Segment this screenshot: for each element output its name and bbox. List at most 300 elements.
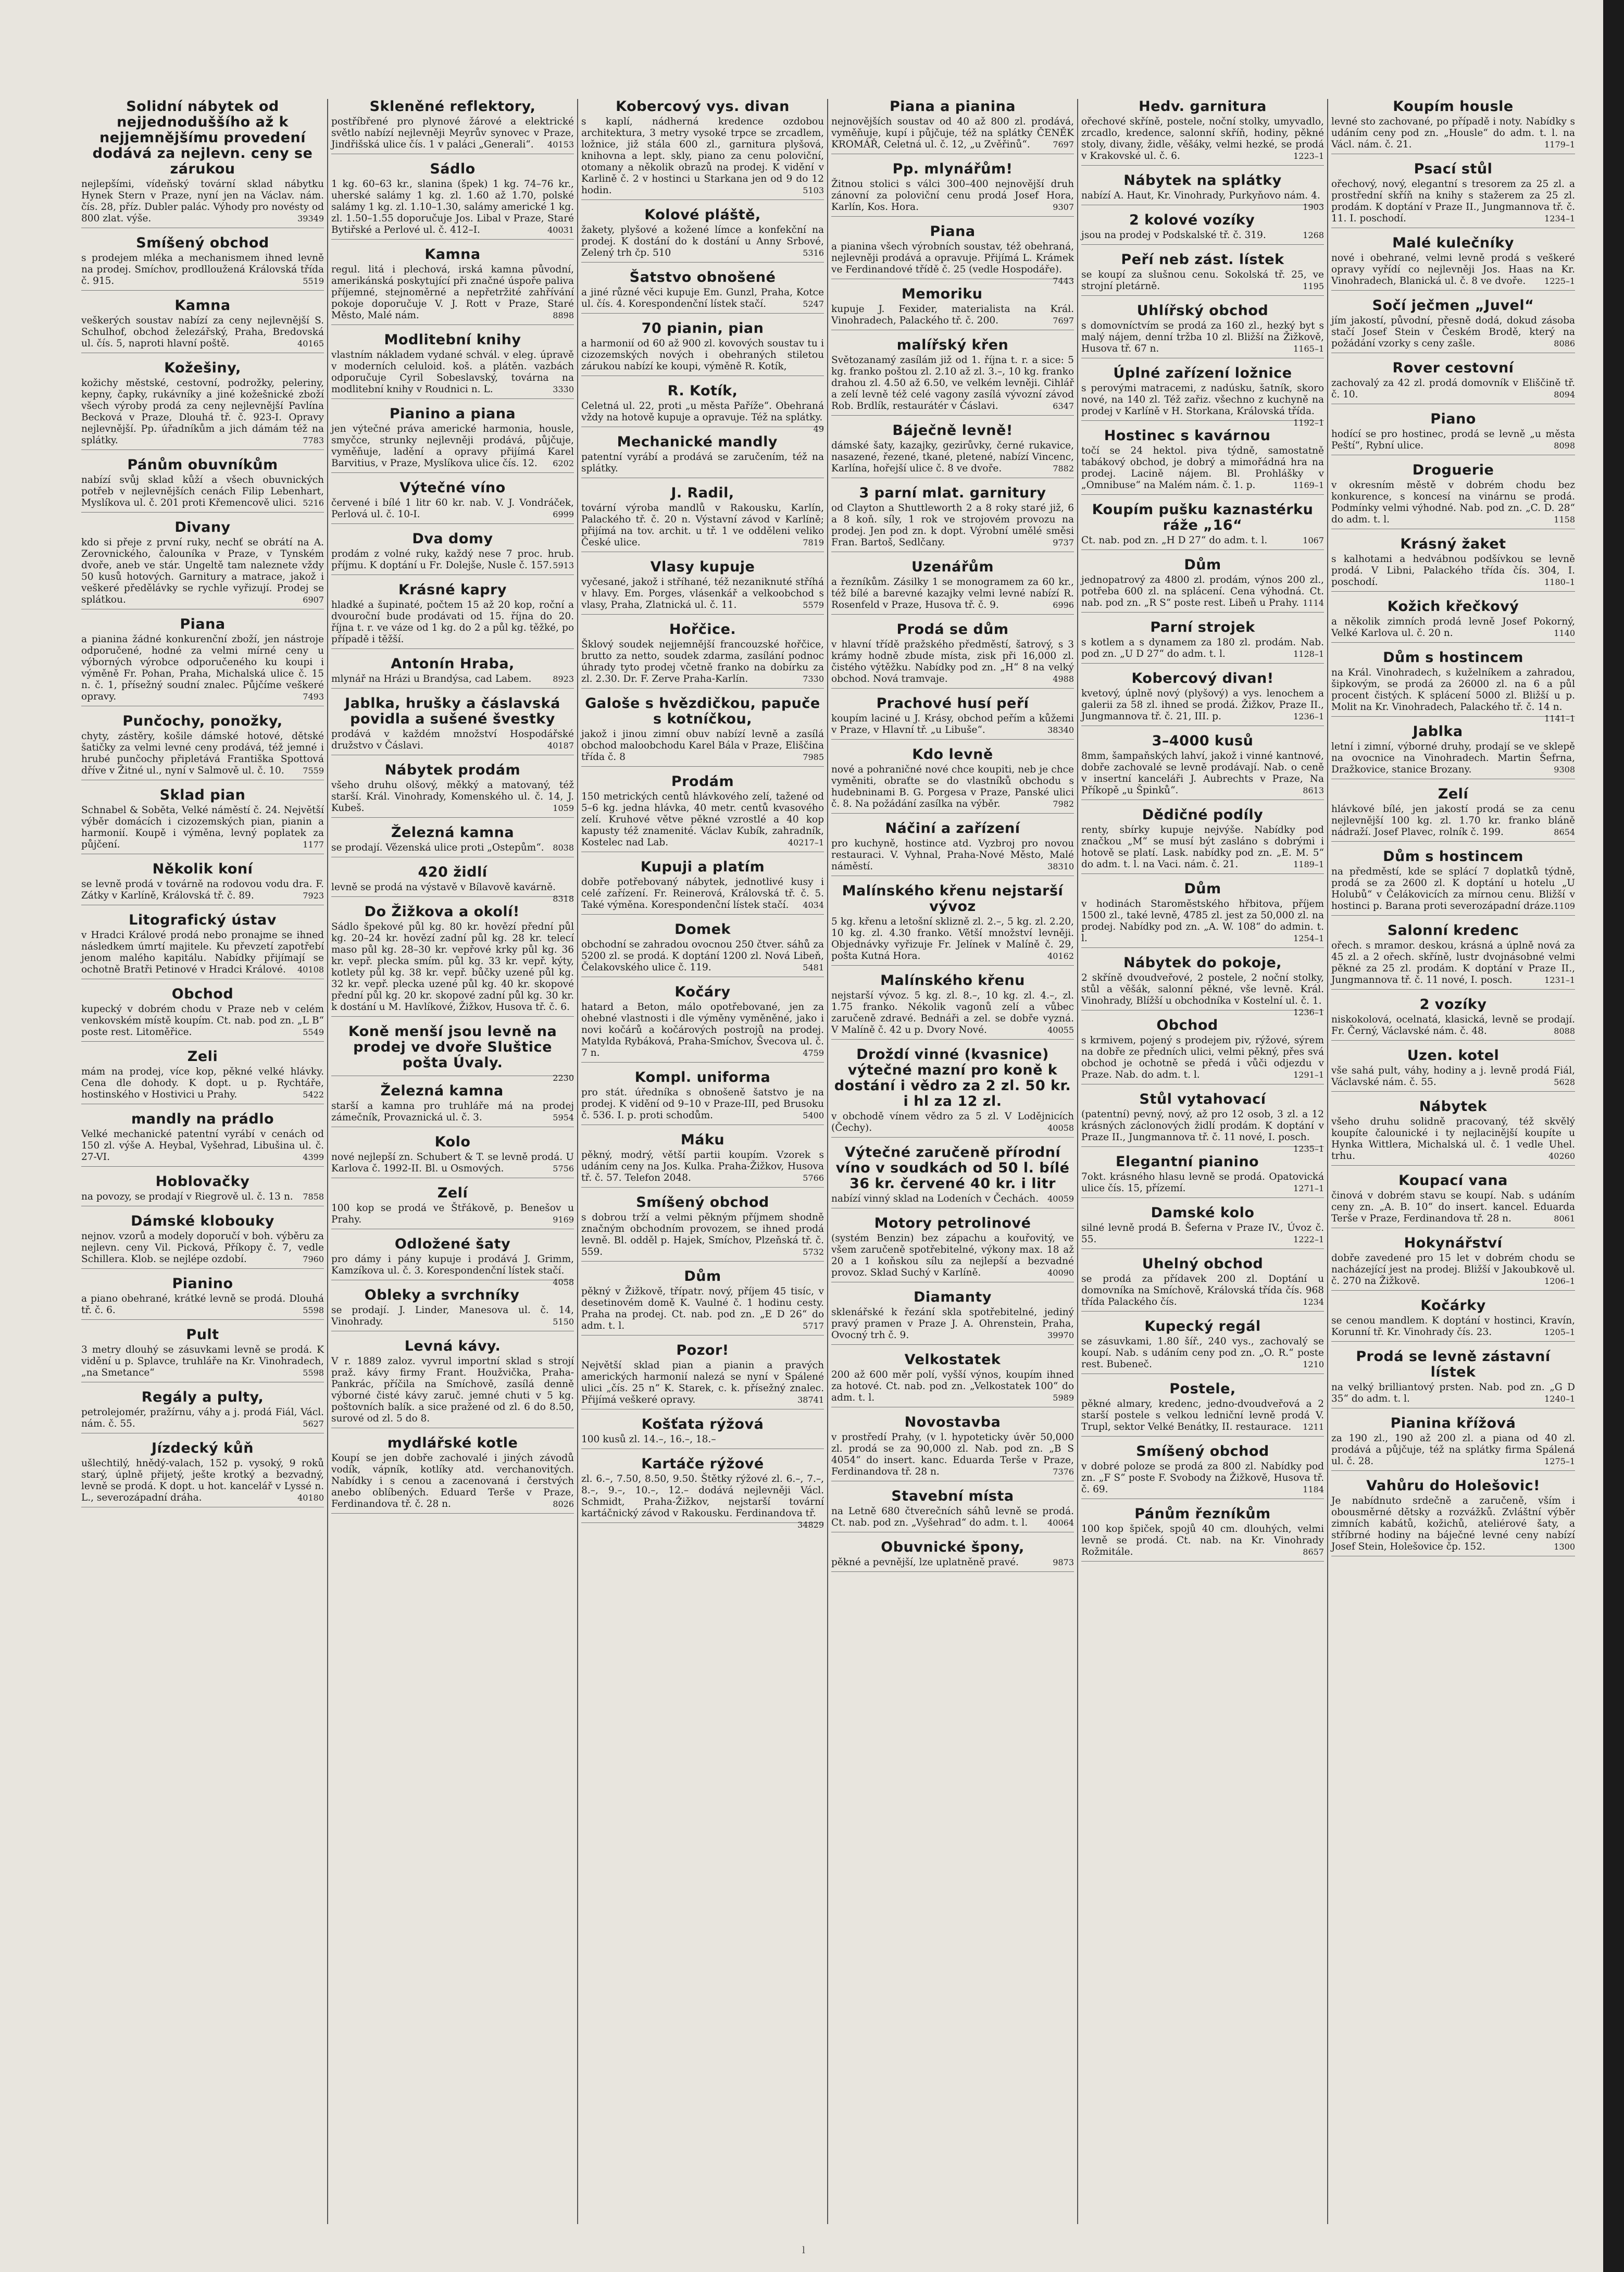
classified-ad bbox=[1331, 849, 1575, 916]
ad-heading: Kartáče rýžové bbox=[641, 1456, 764, 1472]
classified-ad bbox=[831, 1290, 1074, 1345]
ad-number: 9873 bbox=[1053, 1557, 1074, 1567]
ad-text-block bbox=[1081, 535, 1324, 546]
classified-ad bbox=[331, 825, 574, 857]
ad-number: 5519 bbox=[303, 276, 324, 286]
ad-heading: mandly na prádlo bbox=[131, 1111, 274, 1127]
ad-text: hladké a šupinaté, počtem 15 až 20 kop, roční a dvouroční bude prodávati od 15. října do 20. října t. r. ve váze od 1 kg. do 2 a půl kg. těžké, po případě i těžší. bbox=[331, 600, 574, 645]
ad-number: 40162 bbox=[1047, 951, 1074, 961]
classified-ad bbox=[81, 987, 324, 1042]
ad-text-block bbox=[831, 1506, 1074, 1529]
classified-ad bbox=[1331, 1048, 1575, 1092]
ad-text-block bbox=[1331, 315, 1575, 349]
ad-heading: Jablka, hrušky a čáslavská povidla a sušené švestky bbox=[345, 695, 560, 727]
ad-text-block bbox=[581, 287, 824, 310]
ad-text-block bbox=[581, 939, 824, 973]
classified-ad bbox=[831, 1047, 1074, 1138]
column-5 bbox=[1078, 99, 1328, 2224]
ad-text: Sádlo špekové půl kg. 80 kr. hovězí přední půl kg. 20–24 kr. hovězí zadní půl kg. 28 kr. telecí maso půl kg. 28–30 kr. vepřové krky půl kg. 36 kr. vepř. plecka smím. půl kg. 33 kr. vepř. kýty, kotlety půl kg. 38 kr. vepř. bůčky uzené půl kg. 32 kr. vepř. plecka uzené půl kg. 40 kr. skopové přední půl kg. 20 kr. skopové zadní půl kg. 30 kr. k dostání u M. Havlíkové, Žižkov, Husova tř. č. 6. bbox=[331, 921, 574, 1013]
newspaper-page bbox=[78, 99, 1578, 2234]
ad-text-block bbox=[581, 729, 824, 763]
ad-text-block bbox=[831, 1307, 1074, 1341]
ad-number: 6996 bbox=[1053, 600, 1074, 610]
ad-number: 1141–1 bbox=[1544, 714, 1575, 723]
classified-ad bbox=[331, 1134, 574, 1178]
ad-heading: Pianino a piana bbox=[389, 406, 516, 422]
ad-heading: Prodám bbox=[671, 773, 734, 790]
ad-text: s kaplí, nádherná kredence ozdobou architektura, 3 metry vysoké trpce se zrcadlem, ložnice, již stála 600 zl., garnitura plyšová, knihovna a lept. skly, piano za cenu poloviční, otomany a několik obrazů na prodej. K vidění v Karlině č. 2 v hostinci u Starkana jen od 9 do 12 hodin. bbox=[581, 116, 824, 196]
ad-number: 1192–1 bbox=[1293, 418, 1324, 428]
ad-text: v Hradci Králové prodá nebo pronajme se ihned následkem úmrtí majitele. Ku převzetí zapotřebí jenom malého kapitálu. Nabídky přijímají se ochotně Bratři Petinové v Hradci Králové. bbox=[81, 930, 324, 975]
classified-ad bbox=[81, 1214, 324, 1269]
classified-ad bbox=[1331, 923, 1575, 990]
ad-number: 40180 bbox=[297, 1493, 324, 1503]
classified-ad bbox=[331, 763, 574, 818]
ad-number: 1206–1 bbox=[1544, 1276, 1575, 1286]
ad-text: a jiné různé věci kupuje Em. Gunzl, Praha, Kotce ul. čís. 4. Korespondenční lístek stačí. bbox=[581, 287, 824, 309]
ad-heading: Nábytek bbox=[1419, 1098, 1488, 1115]
ad-heading: Krásný žaket bbox=[1400, 536, 1506, 552]
ad-text-block bbox=[831, 990, 1074, 1036]
ad-text-block bbox=[331, 1305, 574, 1328]
ad-number: 7982 bbox=[1053, 799, 1074, 809]
ad-number: 5422 bbox=[303, 1090, 324, 1100]
ad-number: 40059 bbox=[1047, 1194, 1074, 1204]
ad-text-block bbox=[1331, 667, 1575, 723]
ad-heading: Koupací vana bbox=[1398, 1172, 1508, 1189]
ad-text: činová v dobrém stavu se koupí. Nab. s udáním ceny zn. „A. B. 10“ do insert. kancel. Eduarda Terše v Praze, Ferdinandova tř. 28 n. bbox=[1331, 1190, 1575, 1224]
ad-text: patentní vyrábí a prodává se zaručením, též na splátky. bbox=[581, 452, 824, 474]
ad-text-block bbox=[831, 241, 1074, 286]
ad-heading: Náčiní a zařízení bbox=[885, 820, 1020, 837]
ad-text-block bbox=[1331, 1382, 1575, 1405]
ad-text: 7okt. krásného hlasu levně se prodá. Opatovická ulice čís. 15, přízemí. bbox=[1081, 1171, 1324, 1194]
classified-ad bbox=[331, 161, 574, 240]
ad-text: 100 kop se prodá ve Štřákově, p. Benešov u Prahy. bbox=[331, 1203, 574, 1225]
classified-ad bbox=[1331, 724, 1575, 779]
ad-text: se koupí za slušnou cenu. Sokolská tř. 25, ve strojní pletárně. bbox=[1081, 269, 1324, 292]
classified-ad bbox=[81, 1276, 324, 1320]
ad-heading: Několik koní bbox=[152, 861, 253, 877]
ad-number: 4988 bbox=[1053, 674, 1074, 684]
ad-text: kdo si přeje z první ruky, nechť se obrátí na A. Zerovnického, čalouníka v Praze, v Tynském dvoře, aneb ve stár. Ungeltě tam naleznete vždy 50 kusů hotových. Garnitury a matrace, jakož i veškeré předělávky se rychle vyřizují. Prodej se splátkou. bbox=[81, 537, 324, 605]
ad-number: 5481 bbox=[803, 963, 824, 972]
classified-ad bbox=[831, 1415, 1074, 1481]
ad-text-block bbox=[831, 1369, 1074, 1404]
ad-number: 1179–1 bbox=[1544, 140, 1575, 149]
classified-ad bbox=[81, 714, 324, 780]
ad-number: 1223–1 bbox=[1293, 151, 1324, 161]
ad-heading: Kobercový vys. divan bbox=[616, 99, 790, 115]
ad-number: 40165 bbox=[297, 339, 324, 348]
ad-text: 2 skříně dvoudveřové, 2 postele, 2 noční stolky, stůl a věšák, salonní pěkné, vše levně. Král. Vinohrady, Blížší u obchodníka v Kostelní ul. č. 1. bbox=[1081, 972, 1324, 1006]
ad-text-block bbox=[1081, 1336, 1324, 1370]
ad-number: 4399 bbox=[303, 1152, 324, 1162]
ad-text: na povozy, se prodají v Riegrově ul. č. 13 n. bbox=[81, 1191, 293, 1202]
classified-ad bbox=[1331, 1298, 1575, 1342]
ad-text: a harmonií od 60 až 900 zl. kovových soustav tu i cizozemských nových i obehraných stiletou zárukou nabízí ke koupi, výměně R. Kotík, bbox=[581, 338, 824, 372]
ad-text: prodám z volné ruky, každý nese 7 proc. hrub. příjmu. K doptání u Fr. Dolejše, Nusle č. 157. bbox=[331, 548, 574, 571]
ad-heading: Nábytek na splátky bbox=[1123, 172, 1282, 189]
ad-text-block bbox=[1081, 190, 1324, 212]
classified-ad bbox=[331, 480, 574, 524]
ad-text: kupecký v dobrém chodu v Praze neb v celém venkovském místě koupím. Ct. nab. pod zn. „L B“ poste rest. Litoměřice. bbox=[81, 1004, 324, 1038]
ad-heading: Mechanické mandly bbox=[617, 434, 778, 450]
ad-number: 5150 bbox=[553, 1317, 574, 1327]
ad-number: 1234 bbox=[1303, 1297, 1324, 1307]
ad-heading: Rover cestovní bbox=[1392, 360, 1514, 376]
ad-text: mám na prodej, více kop, pěkné velké hlávky. Cena dle dohody. K dopt. u p. Rychtáře, hostinského v Hostivici u Prahy. bbox=[81, 1066, 324, 1100]
ad-heading: Nábytek do pokoje, bbox=[1123, 955, 1282, 971]
ad-heading: Uzen. kotel bbox=[1407, 1047, 1500, 1064]
classified-ad bbox=[1081, 365, 1324, 428]
ad-text-block bbox=[831, 1111, 1074, 1134]
ad-text-block bbox=[1331, 179, 1575, 224]
ad-number: 5216 bbox=[303, 498, 324, 508]
ad-heading: Parní strojek bbox=[1150, 619, 1255, 635]
classified-ad bbox=[831, 161, 1074, 217]
ad-heading: Piana a pianina bbox=[890, 99, 1016, 115]
ad-heading: Kolo bbox=[434, 1134, 471, 1150]
ad-number: 5628 bbox=[1554, 1077, 1575, 1087]
classified-ad bbox=[81, 457, 324, 513]
classified-ad bbox=[581, 1195, 824, 1262]
ad-text: 100 kop špiček, spojů 40 cm. dlouhých, velmi levně se prodá. Ct. nab. na Kr. Vinohrady Rožmitále. bbox=[1081, 1524, 1324, 1557]
ad-text-block bbox=[831, 179, 1074, 213]
ad-number: 40064 bbox=[1047, 1518, 1074, 1528]
ad-text: všeho druhu solidně pracovaný, též skvělý koupíte čalounické i ty nejlacinější koupíte u Hynka Wittlera, Michalská ul. č. 1 vedle Uhel. trhu. bbox=[1331, 1116, 1575, 1162]
ad-heading: Výtečné víno bbox=[399, 480, 506, 496]
classified-ad bbox=[1331, 1416, 1575, 1471]
ad-number: 7923 bbox=[303, 891, 324, 901]
classified-ad bbox=[831, 883, 1074, 966]
ad-number: 7443 bbox=[1053, 276, 1074, 286]
ad-text-block bbox=[1331, 804, 1575, 838]
ad-text: 150 metrických centů hlávkového zelí, tažené od 5–6 kg. jedna hlávka, 40 metr. centů kvasového zelí. Kruhové větve pěkné vzrostlé a 40 kop kapusty též znamenité. Václav Kubík, zahradník, Kostelec nad Lab. bbox=[581, 791, 824, 848]
ad-text: jakož i jinou zimní obuv nabízí levně a zasílá obchod maloobchodu Karel Bála v Praze, Eliščina třída č. 8 bbox=[581, 729, 824, 763]
ad-text-block bbox=[81, 537, 324, 606]
ad-heading: Kupuji a platím bbox=[640, 859, 765, 875]
ad-text: nové nejlepší zn. Schubert & T. se levně prodá. U Karlova č. 1992-II. Bl. u Osmových. bbox=[331, 1152, 574, 1174]
ad-text: se cenou mandlem. K doptání v hostinci, Kravín, Korunní tř. Kr. Vinohrady čís. 23. bbox=[1331, 1315, 1575, 1338]
ad-text-block bbox=[331, 497, 574, 520]
ad-text: kupuje J. Fexider, materialista na Král. Vinohradech, Palackého tř. č. 200. bbox=[831, 304, 1074, 326]
ad-number: 5103 bbox=[803, 185, 824, 195]
classified-ad bbox=[1331, 99, 1575, 154]
ad-heading: Prodá se dům bbox=[896, 621, 1009, 638]
ad-text: petrolejomér, pražírnu, váhy a j. prodá Fiál, Václ. nám. č. 55. bbox=[81, 1407, 324, 1429]
ad-heading: Prodá se levně zástavní lístek bbox=[1356, 1349, 1551, 1380]
ad-heading: Hokynářství bbox=[1404, 1235, 1503, 1251]
ad-heading: Dům s hostincem bbox=[1383, 848, 1523, 865]
classified-ad bbox=[1081, 213, 1324, 245]
classified-ad bbox=[1081, 172, 1324, 212]
ad-text: veškerých soustav nabízí za ceny nejlevnější S. Schulhof, obchod železářský, Praha, Bredovská ul. čís. 5, naproti hlavní poště. bbox=[81, 315, 324, 349]
classified-ad bbox=[831, 1489, 1074, 1532]
ad-number: 34829 bbox=[797, 1520, 824, 1530]
ad-number: 8923 bbox=[553, 674, 574, 684]
ad-text-block bbox=[1081, 972, 1324, 1017]
classified-ad bbox=[81, 913, 324, 979]
ad-heading: Hedv. garnitura bbox=[1139, 99, 1267, 115]
ad-heading: Do Žižkova a okolí! bbox=[364, 904, 520, 920]
ad-text: nejlepšími, vídeňský tovární sklad nábytku Hynek Stern v Praze, nyní jen na Václav. nám. čís. 28, příz. Dubler palác. Výhody pro novésty od 800 zlat. výše. bbox=[81, 179, 324, 224]
ad-text: pro kuchyně, hostince atd. Vyzbroj pro novou restauraci. V. Vyhnal, Praha-Nové Město, Malé náměstí. bbox=[831, 838, 1074, 872]
ad-text-block bbox=[581, 1286, 824, 1332]
ad-heading: Sklad pian bbox=[159, 787, 246, 803]
ad-number: 7697 bbox=[1053, 316, 1074, 326]
ad-number: 8094 bbox=[1554, 390, 1575, 400]
classified-ad bbox=[581, 1269, 824, 1335]
classified-ad bbox=[331, 1339, 574, 1428]
ad-text-block bbox=[581, 116, 824, 196]
ad-heading: Levná kávy. bbox=[404, 1338, 501, 1354]
classified-ad bbox=[831, 423, 1074, 478]
classified-ad bbox=[581, 559, 824, 615]
ad-heading: Elegantní pianino bbox=[1115, 1154, 1259, 1170]
ad-heading: Hoblovačky bbox=[155, 1174, 250, 1190]
ad-number: 1225–1 bbox=[1544, 276, 1575, 286]
ad-number: 7376 bbox=[1053, 1467, 1074, 1477]
ad-text-block bbox=[331, 780, 574, 814]
ad-text: nejnovějších soustav od 40 až 800 zl. prodává, vyměňuje, kupí i půjčuje, též na splátky ČENĚK KROMÁŘ, Celetná ul. č. 12, „u Zvěřinů“. bbox=[831, 116, 1074, 150]
ad-text: pěkné almary, kredenc, jedno-dvoudveřová a 2 starší postele s velkou ledniční levně prodá V. Trupl, sektor Velké Benátky, II. restaurace. bbox=[1081, 1399, 1324, 1432]
classified-ad bbox=[81, 520, 324, 609]
ad-text: pro dámy i pány kupuje i prodává J. Grimm, Kamzíkova ul. č. 3. Korespondenční lístek stačí. bbox=[331, 1254, 574, 1276]
classified-ad bbox=[1081, 1154, 1324, 1198]
ad-heading: Obchod bbox=[1156, 1017, 1218, 1033]
ad-text-block bbox=[831, 503, 1074, 548]
ad-text-block bbox=[1331, 616, 1575, 639]
ad-text: s domovníctvím se prodá za 160 zl., hezký byt s malý nájem, denní tržba 10 zl. Bližší na Žižkově, Husova tř. 67 n. bbox=[1081, 320, 1324, 354]
ad-heading: Obleky a svrchníky bbox=[364, 1287, 520, 1303]
ad-heading: Postele, bbox=[1169, 1381, 1236, 1397]
ad-heading: Jablka bbox=[1413, 723, 1463, 740]
ad-number: 6202 bbox=[553, 458, 574, 468]
classified-ad bbox=[1331, 1349, 1575, 1408]
ad-text: Celetná ul. 22, proti „u města Paříže“. Obehraná vždy na hotově kupuje a opravuje. Též na splátky. bbox=[581, 401, 824, 423]
ad-text: 1 kg. 60–63 kr., slanina (špek) 1 kg. 74–76 kr., uherské salámy 1 kg. zl. 1.60 až 1.70, polské salámy 1 kg. zl. 1.10–1.30, salámy americké 1 kg. zl. 1.50–1.55 doporučuje Jos. Libal v Praze, Staré Bytiřské a Perlové ul. č. 412–I. bbox=[331, 179, 574, 235]
ad-number: 38340 bbox=[1047, 725, 1074, 735]
ad-number: 1222–1 bbox=[1293, 1234, 1324, 1244]
ad-number: 1180–1 bbox=[1544, 577, 1575, 587]
ad-text: vyčesané, jakož i stříhané, též nezaniknuté stříhá v hlavy. Em. Porges, vlásenkář a velkoobchod s vlasy, Praha, Zlatnická ul. č. 11. bbox=[581, 577, 824, 610]
classified-ad bbox=[1331, 235, 1575, 291]
ad-text: na velký brilliantový prsten. Nab. pod zn. „G D 35“ do adm. t. l. bbox=[1331, 1382, 1575, 1404]
ad-text: (systém Benzin) bez zápachu a kouřovitý, ve všem zaručeně spotřebitelné, výkony max. 18 až 20 a 1 koňskou sílu za nejlepší a bezvadné provoz. Sklad Suchý v Karlíně. bbox=[831, 1233, 1074, 1278]
ad-number: 40055 bbox=[1047, 1025, 1074, 1035]
ad-text-block bbox=[1331, 866, 1575, 912]
classified-ad bbox=[581, 774, 824, 852]
ad-text: pěkný v Žižkově, třípatr. nový, příjem 45 tisíc, v desetinovém domě K. Vaulné č. 1 hodinu cesty. Praha na prodej. Ct. nab. pod zn. „E D 26“ do adm. t. l. bbox=[581, 1286, 824, 1331]
ad-text: nabízí vinný sklad na Lodeních v Čechách. bbox=[831, 1193, 1039, 1204]
ad-text: s perovými matracemi, z nadúsku, šatník, skoro nové, na 140 zl. Též zařiz. všechno z kuchyně na prodej v Karlíně v H. Storkana, Královská třída. bbox=[1081, 383, 1324, 417]
ad-number: 7819 bbox=[803, 538, 824, 547]
ad-number: 7330 bbox=[803, 674, 824, 684]
ad-heading: Pianino bbox=[172, 1276, 233, 1292]
ad-text-block bbox=[1331, 378, 1575, 401]
classified-ad bbox=[1081, 733, 1324, 800]
classified-ad bbox=[1081, 620, 1324, 664]
ad-text-block bbox=[1331, 1253, 1575, 1287]
ad-number: 4759 bbox=[803, 1048, 824, 1058]
classified-ad bbox=[1081, 99, 1324, 166]
classified-ad bbox=[81, 617, 324, 706]
ad-text: levně se prodá na výstavě v Bílavově kavárně. bbox=[331, 882, 556, 893]
classified-ad bbox=[831, 821, 1074, 876]
ad-heading: Obuvnické špony, bbox=[881, 1539, 1025, 1555]
ad-heading: Piana bbox=[930, 223, 976, 240]
classified-ad bbox=[1331, 298, 1575, 353]
ad-text-block bbox=[1081, 1461, 1324, 1495]
ad-heading: Zelí bbox=[1438, 786, 1469, 802]
ad-text-block bbox=[331, 349, 574, 395]
ad-text: s prodejem mléka a mechanismem ihned levně na prodej. Smíchov, prodlloužená Královská třída č. 915. bbox=[81, 253, 324, 286]
ad-number: 1140 bbox=[1554, 628, 1575, 638]
ad-text-block bbox=[81, 1066, 324, 1101]
classified-ad bbox=[581, 485, 824, 552]
classified-ad bbox=[331, 1236, 574, 1287]
ad-number: 40153 bbox=[547, 140, 574, 149]
ad-heading: Košťata rýžová bbox=[641, 1416, 764, 1432]
ad-text: mlynář na Hrázi u Brandýsa, cad Labem. bbox=[331, 673, 532, 684]
ad-heading: Koupím housle bbox=[1393, 99, 1514, 115]
ad-number: 8657 bbox=[1303, 1547, 1324, 1557]
classified-ad bbox=[81, 1441, 324, 1507]
ad-number: 1169–1 bbox=[1293, 480, 1324, 490]
ad-text-block bbox=[331, 1101, 574, 1123]
ad-heading: Kupecký regál bbox=[1144, 1318, 1261, 1334]
ad-heading: Antonín Hraba, bbox=[391, 656, 515, 672]
ad-text: dámské šaty, kazajky, gezirůvky, černé rukavice, nasazené, řezené, tkané, pletené, nabízí Vincenc, Karlína, hořejší ulice č. 8 ve dvoře. bbox=[831, 440, 1074, 474]
ad-text: dobře zavedené pro 15 let v dobrém chodu se nacházející jest na prodej. Bližší v Jakoubkově ul. č. 270 na Žižkově. bbox=[1331, 1253, 1575, 1287]
classified-ad bbox=[581, 434, 824, 478]
ad-heading: Novostavba bbox=[904, 1414, 1001, 1430]
ad-text: se prodá za přídavek 200 zl. Doptání u domovníka na Smíchově, Královská třída čís. 968 třída Palackého čís. bbox=[1081, 1274, 1324, 1307]
ad-text-block bbox=[831, 116, 1074, 151]
ad-text: žakety, plyšové a kožené límce a konfekční na prodej. K dostání do k dostání u Anny Srbové, Zelený trh čp. 510 bbox=[581, 224, 824, 258]
ad-heading: Koupím pušku kaznastérku ráže „16“ bbox=[1092, 502, 1314, 533]
ad-text-block bbox=[831, 440, 1074, 475]
ad-number: 5598 bbox=[303, 1368, 324, 1378]
page-edge bbox=[1603, 0, 1624, 2272]
ad-text-block bbox=[81, 805, 324, 851]
ad-text-block bbox=[1081, 116, 1324, 162]
classified-ad bbox=[1331, 997, 1575, 1041]
ad-text: a pianina žádné konkurenční zboží, jen nástroje odporučené, hodné za velmi mírné ceny u výborných výrobce odporučeného ku koupi i výměně Fr. Pohan, Praha, Michalská ulice č. 15 n. č. 1, přísežný soudní znalec. Půjčíme veškeré opravy. bbox=[81, 634, 324, 702]
ad-number: 8038 bbox=[553, 843, 574, 853]
ad-text: točí se 24 hektol. piva týdně, samostatně tabákový obchod, je dobrý a mimořádná hra na prodej. Lacině nájem. Bl. Prohlášky v „Omnibuse“ na Malém nám. č. 1. p. bbox=[1081, 445, 1324, 491]
ad-text-block bbox=[1081, 825, 1324, 870]
ad-text-block bbox=[1081, 1274, 1324, 1308]
ad-text: 100 kusů zl. 14.–, 16.–, 18.– bbox=[581, 1434, 716, 1445]
ad-number: 7783 bbox=[303, 435, 324, 445]
ad-number: 40217–1 bbox=[788, 838, 824, 847]
ad-text: ořechový, nový, elegantní s tresorem za 25 zl. a prostřední skříň na knihy s stažerem za 25 zl. prodám. K doptání v Praze II., Jungmannova tř. č. 11. I. poschodí. bbox=[1331, 179, 1575, 224]
ad-text: červené i bílé 1 litr 60 kr. nab. V. J. Vondráček, Perlová ul. č. 10-I. bbox=[331, 497, 574, 520]
ad-number: 1210 bbox=[1303, 1359, 1324, 1369]
ad-text: nejstarší vývoz. 5 kg. zl. 8.–, 10 kg. zl. 4.–, zl. 1.75 franko. Nékolik vagonů zelí a vůbec zaručeně zdravé. Bednáři a zel. se dobře vyzná. V Malíně č. 42 u p. Dvory Nové. bbox=[831, 990, 1074, 1035]
ad-text-block bbox=[1081, 898, 1324, 944]
ad-text-block bbox=[81, 634, 324, 703]
classified-ad bbox=[581, 1070, 824, 1125]
column-3 bbox=[578, 99, 828, 2224]
ad-number: 1211 bbox=[1303, 1422, 1324, 1432]
ad-number: 1165–1 bbox=[1293, 344, 1324, 354]
ad-text: s kotlem a s dynamem za 180 zl. prodám. Nab. pod zn. „U D 27“ do adm. t. l. bbox=[1081, 637, 1324, 659]
ad-heading: mydlářské kotle bbox=[387, 1435, 518, 1451]
ad-text-block bbox=[831, 355, 1074, 412]
ad-heading: Uhelný obchod bbox=[1142, 1256, 1264, 1272]
ad-heading: Pianina křížová bbox=[1390, 1415, 1516, 1431]
classified-ad bbox=[331, 582, 574, 649]
classified-ad bbox=[81, 99, 324, 228]
ad-number: 8613 bbox=[1303, 785, 1324, 795]
ad-text-block bbox=[331, 842, 574, 854]
ad-text: v dobré poloze se prodá za 800 zl. Nabídky pod zn. „F S“ poste F. Svobody na Žižkově, Husova tř. č. 69. bbox=[1081, 1461, 1324, 1495]
ad-text-block bbox=[1081, 575, 1324, 609]
ad-heading: Máku bbox=[680, 1132, 725, 1148]
classified-ad bbox=[331, 99, 574, 154]
classified-ad bbox=[1081, 252, 1324, 296]
ad-text-block bbox=[331, 1453, 574, 1510]
ad-number: 6999 bbox=[553, 509, 574, 519]
ad-heading: Uhlířský obchod bbox=[1136, 303, 1269, 319]
ad-heading: Báječně levně! bbox=[892, 422, 1013, 439]
classified-ad bbox=[581, 1417, 824, 1449]
classified-ad bbox=[581, 1343, 824, 1409]
ad-heading: Piana bbox=[180, 616, 226, 632]
ad-heading: Galoše s hvězdičkou, papuče s kotníčkou, bbox=[585, 695, 820, 727]
ad-heading: 3 parní mlat. garnitury bbox=[859, 485, 1046, 501]
ad-text: dobře potřebovaný nábytek, jednotlivé kusy i celé zařízení. Fr. Reinerová, Královská tř. č. 5. Také výměna. Korespondenční lístek stačí. bbox=[581, 877, 824, 910]
ad-number: 1903 bbox=[1303, 202, 1324, 212]
classified-ad bbox=[1331, 463, 1575, 529]
classified-ad bbox=[1081, 428, 1324, 495]
classified-ad bbox=[581, 383, 824, 434]
ad-text-block bbox=[581, 1360, 824, 1406]
classified-ad bbox=[81, 1327, 324, 1382]
ad-text-block bbox=[331, 264, 574, 321]
ad-text: koupím laciné u J. Krásy, obchod peřím a kůžemi v Praze, v Hlavní tř. „u Libuše“. bbox=[831, 713, 1074, 735]
ad-text: hodící se pro hostinec, prodá se levně „u města Peští“, Rybní ulice. bbox=[1331, 429, 1575, 451]
ad-heading: Krásné kapry bbox=[398, 582, 507, 598]
classified-ad bbox=[331, 1185, 574, 1229]
ad-text-block bbox=[331, 116, 574, 151]
ad-heading: Jízdecký kůň bbox=[151, 1440, 254, 1456]
classified-ad bbox=[831, 1540, 1074, 1572]
classified-ad bbox=[1081, 671, 1324, 726]
ad-number: 8098 bbox=[1554, 441, 1575, 451]
ad-heading: Sádlo bbox=[430, 161, 476, 177]
ad-heading: Smíšený obchod bbox=[636, 1194, 769, 1210]
ad-heading: Dva domy bbox=[412, 531, 493, 547]
ad-number: 5247 bbox=[803, 299, 824, 309]
classified-ad bbox=[1081, 1256, 1324, 1312]
ad-text: kožichy městské, cestovní, podrožky, peleriny, kepny, čapky, rukávníky a jiné kožešnické zboží všech výroby prodá za ceny nejlevnější Pavlína Becková v Praze, Dlouhá tř. č. 923-I. Opravy nejlevnější. Pp. úřadníkům a jich dámám též na splátky. bbox=[81, 378, 324, 446]
ad-number: 8654 bbox=[1554, 827, 1575, 837]
page-footer-mark: l bbox=[802, 2245, 805, 2256]
ad-heading: Malínského křenu bbox=[880, 972, 1025, 989]
ad-heading: Dům bbox=[1184, 881, 1221, 897]
ad-text: 8mm, šampaňských lahví, jakož i vinné kantnové, dobře zachovalé se levně prodávají. Nab. o ceně v insertní kanceláři J. Aubrechts v Praze, Na Příkopě „u Špinků“. bbox=[1081, 751, 1324, 796]
ad-heading: Kočáry bbox=[674, 984, 731, 1000]
ad-heading: R. Kotík, bbox=[667, 383, 738, 399]
ad-heading: Dům bbox=[1184, 557, 1221, 573]
ad-heading: J. Radil, bbox=[671, 485, 734, 501]
ad-text-block bbox=[81, 731, 324, 777]
classified-ad bbox=[1081, 955, 1324, 1017]
